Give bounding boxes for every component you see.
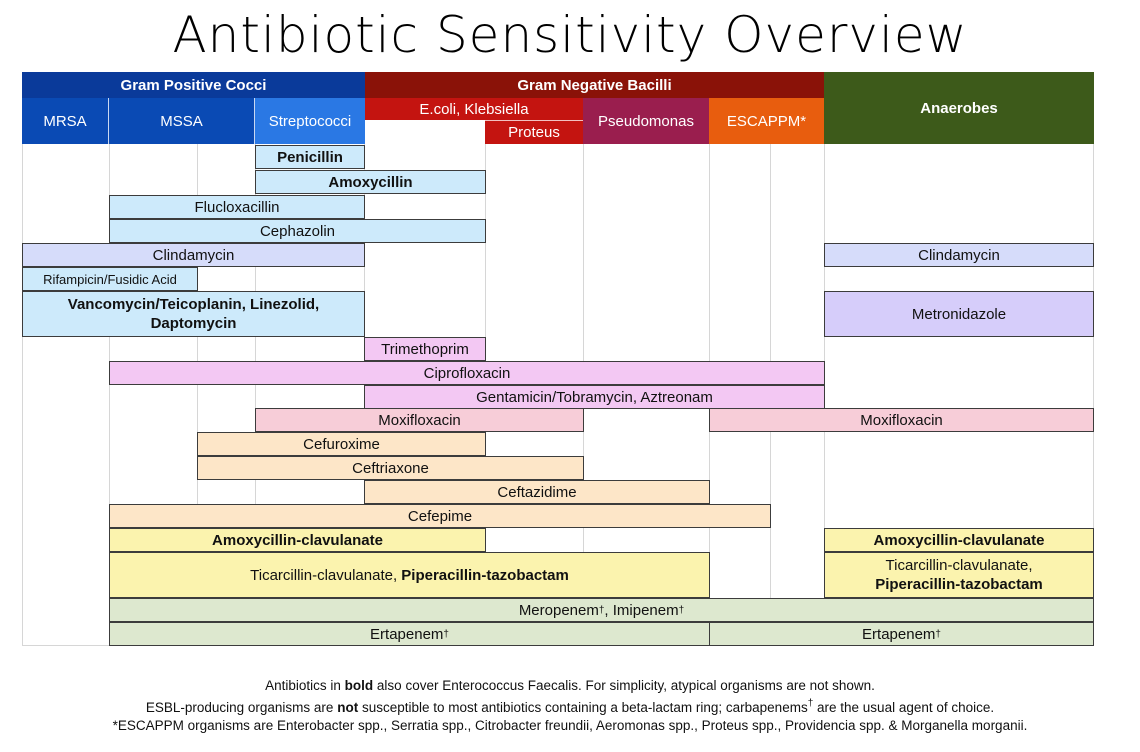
page-title: Antibiotic Sensitivity Overview (172, 6, 968, 64)
header-mrsa: MRSA (22, 98, 109, 144)
header-proteus: Proteus (485, 120, 583, 144)
bar-trimethoprim: Trimethoprim (364, 337, 486, 361)
bar-cefuroxime: Cefuroxime (197, 432, 486, 456)
footnote-esbl: ESBL-producing organisms are not susceptible to most antibiotics containing a beta-lactam ring; carbapenems† are the usual agent of choice. (145, 698, 995, 715)
bar-ticarcillin-piperacillin-right: Ticarcillin-clavulanate, Piperacillin-tazobactam (824, 552, 1094, 598)
header-pseudomonas: Pseudomonas (583, 98, 709, 144)
bar-ceftriaxone: Ceftriaxone (197, 456, 584, 480)
header-gram-negative-bacilli: Gram Negative Bacilli (365, 72, 824, 98)
bar-amoxycillin-clavulanate-right: Amoxycillin-clavulanate (824, 528, 1094, 552)
bar-amoxycillin-clavulanate-left: Amoxycillin-clavulanate (109, 528, 486, 552)
footnote-escappm: *ESCAPPM organisms are Enterobacter spp., Serratia spp., Citrobacter freundii, Aeromonas spp., Proteus spp., Providencia spp. & Morganella morganii. (112, 718, 1028, 733)
bar-metronidazole: Metronidazole (824, 291, 1094, 337)
bar-meropenem-imipenem: Meropenem † , Imipenem † (109, 598, 1094, 622)
bar-gentamicin-aztreonam: Gentamicin/Tobramycin, Aztreonam (364, 385, 825, 409)
bar-moxifloxacin-right: Moxifloxacin (709, 408, 1094, 432)
header-gram-positive-cocci: Gram Positive Cocci (22, 72, 365, 98)
header-mssa: MSSA (109, 98, 255, 144)
bar-rifampicin-fusidic-acid: Rifampicin/Fusidic Acid (22, 267, 198, 291)
bar-flucloxacillin: Flucloxacillin (109, 195, 365, 219)
bar-cefepime: Cefepime (109, 504, 771, 528)
bar-ertapenem-left: Ertapenem † (109, 622, 710, 646)
bar-ciprofloxacin: Ciprofloxacin (109, 361, 825, 385)
header-streptococci: Streptococci (255, 98, 365, 144)
footnote-bold-enterococcus: Antibiotics in bold also cover Enterococcus Faecalis. For simplicity, atypical organisms are not shown. (265, 678, 875, 693)
header-escappm: ESCAPPM* (709, 98, 824, 144)
bar-ceftazidime: Ceftazidime (364, 480, 710, 504)
bar-cephazolin: Cephazolin (109, 219, 486, 243)
bar-moxifloxacin-left: Moxifloxacin (255, 408, 584, 432)
bar-penicillin: Penicillin (255, 145, 365, 169)
bar-clindamycin-left: Clindamycin (22, 243, 365, 267)
header-anaerobes: Anaerobes (824, 72, 1094, 144)
bar-clindamycin-right: Clindamycin (824, 243, 1094, 267)
bar-ertapenem-right: Ertapenem † (709, 622, 1094, 646)
bar-amoxycillin: Amoxycillin (255, 170, 486, 194)
bar-vancomycin: Vancomycin/Teicoplanin, Linezolid, Daptomycin (22, 291, 365, 337)
header-ecoli-klebsiella: E.coli, Klebsiella (365, 98, 583, 120)
bar-ticarcillin-piperacillin-left: Ticarcillin-clavulanate, Piperacillin-tazobactam (109, 552, 710, 598)
